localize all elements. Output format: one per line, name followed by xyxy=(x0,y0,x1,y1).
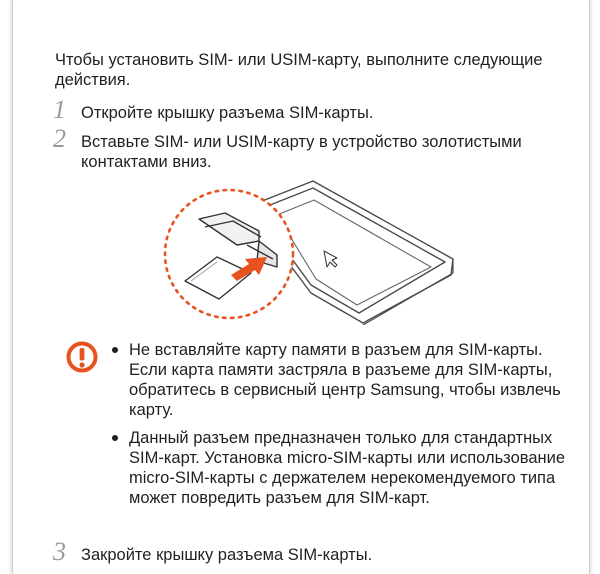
step-number: 3 xyxy=(53,537,66,566)
manual-page xyxy=(12,0,590,574)
caution-icon xyxy=(65,340,99,374)
bullet-dot xyxy=(112,435,118,441)
step-text: Закройте крышку разъема SIM-карты. xyxy=(81,546,373,564)
step-text: Вставьте SIM- или USIM-карту в устройство золотистыми контактами вниз. xyxy=(81,133,522,171)
step-number: 2 xyxy=(53,124,66,153)
intro-text: Чтобы установить SIM- или USIM-карту, выполните следующие действия. xyxy=(55,51,543,89)
list-item xyxy=(109,340,569,420)
caution-text: Данный разъем предназначен только для стандартных SIM-карт. Установка micro-SIM-карты или использование micro-SIM-карты с держателем нерекомендуемого типа может повредить разъем для SIM-карт. xyxy=(129,429,566,507)
step-number: 1 xyxy=(53,95,66,124)
step-text: Откройте крышку разъема SIM-карты. xyxy=(81,104,374,122)
caution-list xyxy=(109,340,569,508)
caution-text: Не вставляйте карту памяти в разъем для SIM-карты. Если карта памяти застряла в разъеме для SIM-карты, обратитесь в сервисный центр Samsung, чтобы извлечь карту. xyxy=(129,341,561,419)
bullet-dot xyxy=(112,347,118,353)
list-item xyxy=(109,428,569,508)
sim-insertion-illustration xyxy=(161,175,471,325)
